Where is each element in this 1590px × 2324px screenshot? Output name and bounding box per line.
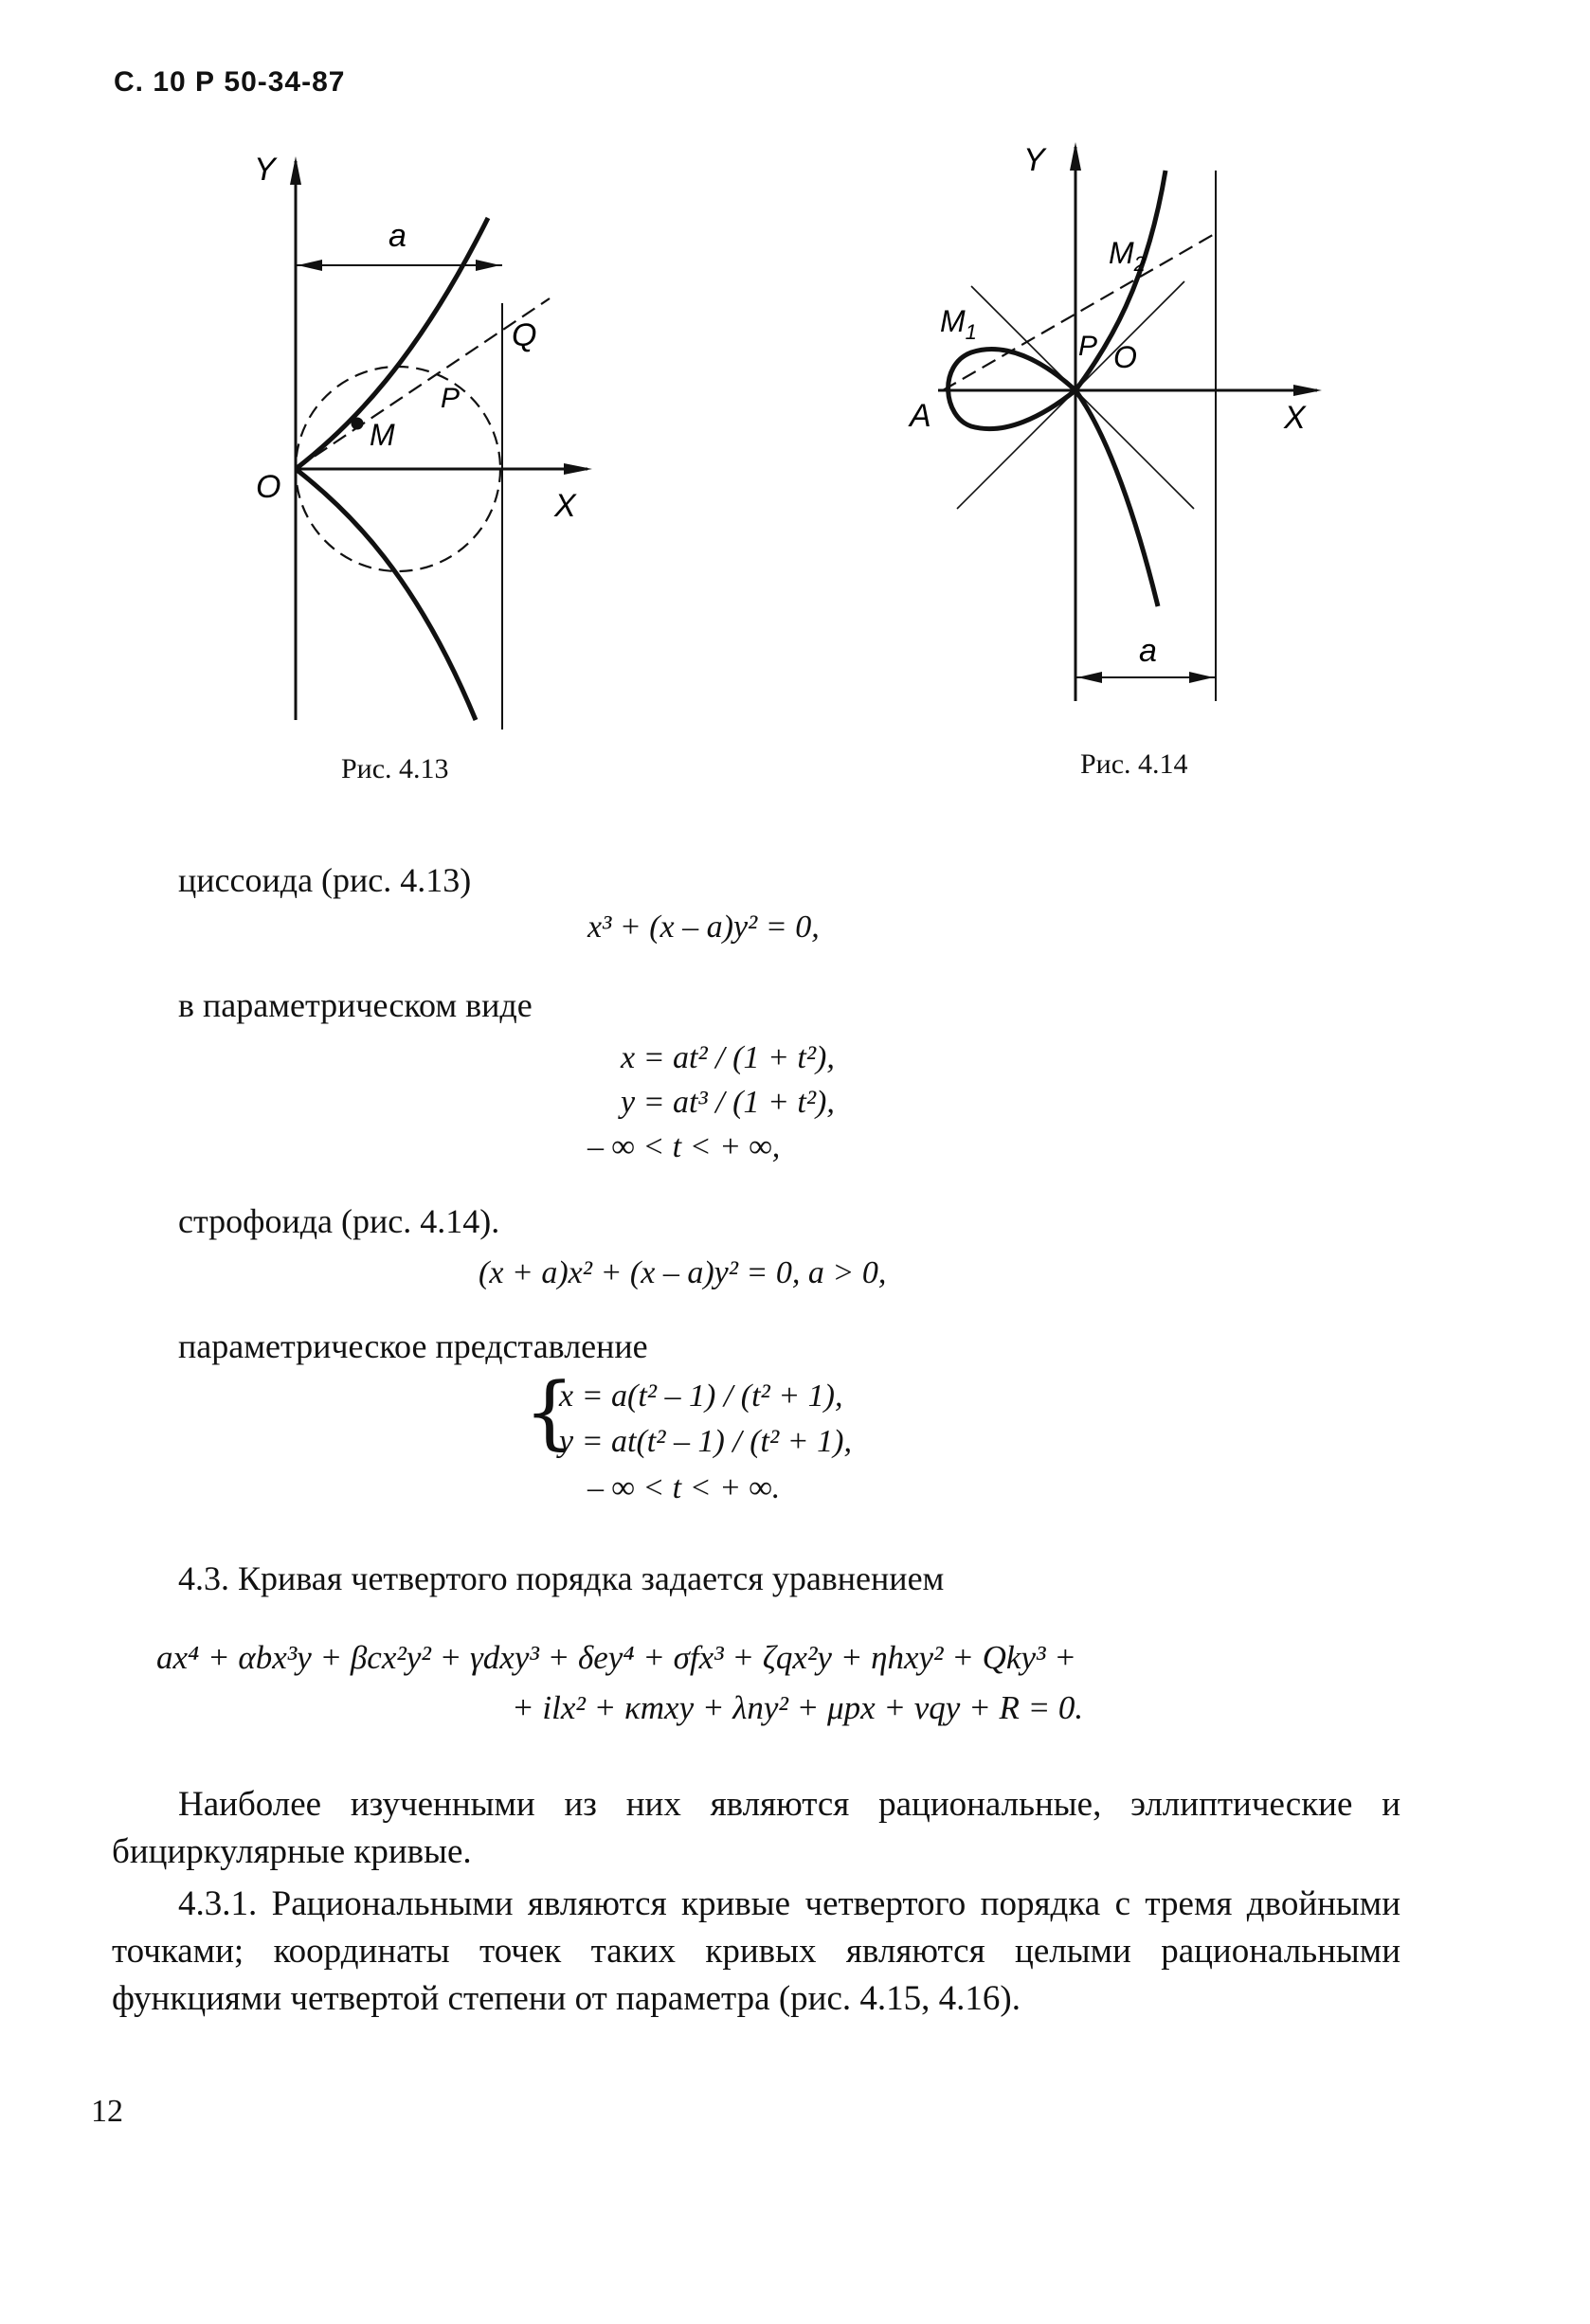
page-header: С. 10 Р 50-34-87 — [114, 66, 346, 98]
fig413-label-m: M — [370, 418, 395, 452]
fig414-label-m2: $M_2$ — [1109, 236, 1146, 276]
strophoid-equation: (x + a)x² + (x – a)y² = 0, a > 0, — [479, 1255, 887, 1290]
strophoid-param-y: y = at(t² – 1) / (t² + 1), — [559, 1424, 852, 1459]
fig414-label-m1: $M_1$ — [940, 304, 977, 344]
cissoid-intro: циссоида (рис. 4.13) — [178, 861, 472, 899]
section-4-3-heading: 4.3. Кривая четвертого порядка задается уравнением — [178, 1559, 945, 1597]
cissoid-param-x: x = at² / (1 + t²), — [621, 1040, 835, 1075]
quartic-equation-line-2: + ilx² + κmxy + λny² + μpx + νqy + R = 0. — [512, 1689, 1084, 1726]
fig414-label-p: P — [1078, 331, 1098, 362]
figure-4-14-caption: Рис. 4.14 — [1080, 748, 1188, 780]
strophoid-intro: строфоида (рис. 4.14). — [178, 1202, 500, 1240]
fig414-label-x: X — [1284, 400, 1306, 436]
fig413-label-y: Y — [254, 152, 276, 188]
param-intro: в параметрическом виде — [178, 986, 533, 1024]
page-number: 12 — [91, 2094, 123, 2129]
fig414-label-y: Y — [1023, 142, 1045, 178]
fig413-label-x: X — [554, 488, 576, 524]
cissoid-equation: x³ + (x – a)y² = 0, — [587, 910, 820, 945]
figure-4-14 — [891, 142, 1364, 711]
figure-4-13-caption: Рис. 4.13 — [341, 753, 449, 784]
strophoid-param-intro: параметрическое представление — [178, 1327, 648, 1365]
strophoid-brace: { — [524, 1365, 575, 1458]
paragraph-4-3-1: 4.3.1. Рациональными являются кривые четвертого порядка с тремя двойными точками; координаты точек таких кривых являются целыми рациональными функциями четвертой степени от параметра (рис. 4.15, 4.16). — [112, 1884, 1400, 2018]
fig413-label-p: P — [441, 383, 461, 414]
fig413-label-q: Q — [512, 317, 537, 353]
fig413-label-a: a — [388, 218, 407, 254]
cissoid-param-y: y = at³ / (1 + t²), — [621, 1085, 835, 1120]
fig414-label-o: O — [1113, 340, 1137, 374]
strophoid-param-range: – ∞ < t < + ∞. — [587, 1470, 781, 1505]
fig414-label-a-point: A — [910, 398, 931, 434]
strophoid-param-x: x = a(t² – 1) / (t² + 1), — [559, 1378, 843, 1414]
cissoid-param-range: – ∞ < t < + ∞, — [587, 1129, 781, 1164]
paragraph-studied-curves: Наиболее изученными из них являются рациональные, эллиптические и бициркулярные кривые. — [112, 1785, 1400, 1871]
fig413-label-o: O — [256, 469, 281, 505]
figure-4-13 — [227, 142, 654, 748]
fig414-label-a: a — [1139, 633, 1157, 669]
quartic-equation-line-1: ax⁴ + αbx³y + βcx²y² + γdxy³ + δey⁴ + σfx³ + ζqx²y + ηhxy² + Qky³ + — [156, 1639, 1076, 1676]
